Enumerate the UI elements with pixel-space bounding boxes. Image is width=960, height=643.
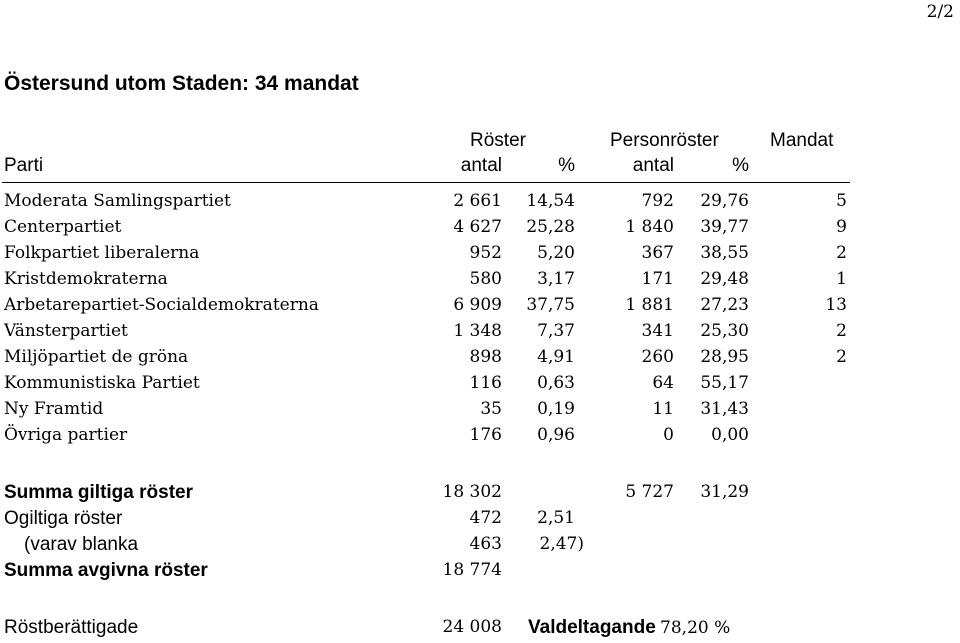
valid-personal-pct: 31,29 <box>700 482 749 502</box>
header-mandat: Mandat <box>770 130 834 151</box>
party-votes: 176 <box>469 425 502 445</box>
party-seats: 5 <box>836 191 847 211</box>
party-votes: 6 909 <box>453 295 502 315</box>
eligible-label: Röstberättigade <box>4 617 139 638</box>
party-pct: 5,20 <box>537 243 575 263</box>
eligible-value: 24 008 <box>442 617 502 637</box>
table-row <box>0 373 960 397</box>
table-row <box>0 295 960 319</box>
party-votes: 35 <box>480 399 502 419</box>
party-name: Miljöpartiet de gröna <box>4 347 189 367</box>
party-name: Centerpartiet <box>4 217 122 237</box>
party-personal-votes: 341 <box>641 321 674 341</box>
header-personroster: Personröster <box>610 130 719 151</box>
party-votes: 2 661 <box>453 191 502 211</box>
summary-invalid-row <box>0 508 960 532</box>
blank-votes-label: (varav blanka <box>24 534 139 555</box>
page-number: 2/2 <box>926 2 954 22</box>
party-seats: 1 <box>836 269 847 289</box>
party-votes: 952 <box>469 243 502 263</box>
table-row <box>0 399 960 423</box>
party-pct: 0,19 <box>537 399 575 419</box>
party-personal-votes: 1 881 <box>625 295 674 315</box>
party-personal-votes: 11 <box>652 399 674 419</box>
party-votes: 116 <box>469 373 502 393</box>
party-pct: 3,17 <box>537 269 575 289</box>
party-name: Övriga partier <box>4 425 128 445</box>
table-row <box>0 321 960 345</box>
party-personal-pct: 29,76 <box>700 191 749 211</box>
table-row <box>0 243 960 267</box>
table-row <box>0 269 960 293</box>
party-personal-pct: 27,23 <box>700 295 749 315</box>
header-roster: Röster <box>470 130 526 151</box>
party-seats: 13 <box>825 295 847 315</box>
header-pct-personroster: % <box>732 155 749 176</box>
table-row <box>0 425 960 449</box>
party-pct: 37,75 <box>526 295 575 315</box>
party-name: Kristdemokraterna <box>4 269 168 289</box>
table-row <box>0 191 960 215</box>
table-row <box>0 347 960 371</box>
header-pct-roster: % <box>558 155 575 176</box>
valid-votes-label: Summa giltiga röster <box>4 482 193 503</box>
party-personal-pct: 25,30 <box>700 321 749 341</box>
party-personal-pct: 55,17 <box>700 373 749 393</box>
party-name: Moderata Samlingspartiet <box>4 191 231 211</box>
party-name: Folkpartiet liberalerna <box>4 243 200 263</box>
party-pct: 25,28 <box>526 217 575 237</box>
total-votes-label: Summa avgivna röster <box>4 560 208 581</box>
header-parti: Parti <box>4 155 44 176</box>
header-divider <box>2 182 850 183</box>
turnout-label: Valdeltagande <box>528 617 656 638</box>
party-pct: 0,96 <box>537 425 575 445</box>
party-pct: 14,54 <box>526 191 575 211</box>
party-personal-pct: 38,55 <box>700 243 749 263</box>
total-votes-value: 18 774 <box>442 560 502 580</box>
party-name: Vänsterpartiet <box>4 321 128 341</box>
party-personal-votes: 792 <box>641 191 674 211</box>
party-name: Kommunistiska Partiet <box>4 373 200 393</box>
party-personal-pct: 39,77 <box>700 217 749 237</box>
header-antal-roster: antal <box>460 155 502 176</box>
party-personal-votes: 0 <box>663 425 674 445</box>
party-personal-votes: 171 <box>641 269 674 289</box>
party-name: Arbetarepartiet-Socialdemokraterna <box>4 295 319 315</box>
party-votes: 898 <box>469 347 502 367</box>
invalid-votes-label: Ogiltiga röster <box>4 508 123 529</box>
party-votes: 1 348 <box>453 321 502 341</box>
party-seats: 2 <box>836 321 847 341</box>
page-title: Östersund utom Staden: 34 mandat <box>4 72 359 95</box>
party-personal-pct: 28,95 <box>700 347 749 367</box>
invalid-votes-value: 472 <box>469 508 502 528</box>
party-pct: 7,37 <box>537 321 575 341</box>
party-votes: 580 <box>469 269 502 289</box>
turnout <box>528 617 730 639</box>
party-personal-pct: 0,00 <box>711 425 749 445</box>
party-personal-pct: 29,48 <box>700 269 749 289</box>
party-personal-votes: 1 840 <box>625 217 674 237</box>
party-seats: 2 <box>836 243 847 263</box>
blank-votes-value: 463 <box>469 534 502 554</box>
summary-eligible-row <box>0 617 960 641</box>
valid-votes-value: 18 302 <box>442 482 502 502</box>
party-personal-votes: 367 <box>641 243 674 263</box>
table-row <box>0 217 960 241</box>
header-antal-personroster: antal <box>632 155 674 176</box>
party-seats: 9 <box>836 217 847 237</box>
summary-total-row <box>0 560 960 584</box>
party-name: Ny Framtid <box>4 399 104 419</box>
party-personal-pct: 31,43 <box>700 399 749 419</box>
invalid-votes-pct: 2,51 <box>537 508 575 528</box>
blank-votes-pct: 2,47) <box>539 534 584 554</box>
party-personal-votes: 260 <box>641 347 674 367</box>
party-seats: 2 <box>836 347 847 367</box>
party-pct: 0,63 <box>537 373 575 393</box>
summary-blank-row <box>0 534 960 558</box>
turnout-value: 78,20 % <box>660 618 731 638</box>
party-pct: 4,91 <box>537 347 575 367</box>
valid-personal-votes: 5 727 <box>625 482 674 502</box>
party-personal-votes: 64 <box>652 373 674 393</box>
party-votes: 4 627 <box>453 217 502 237</box>
summary-valid-row <box>0 482 960 506</box>
